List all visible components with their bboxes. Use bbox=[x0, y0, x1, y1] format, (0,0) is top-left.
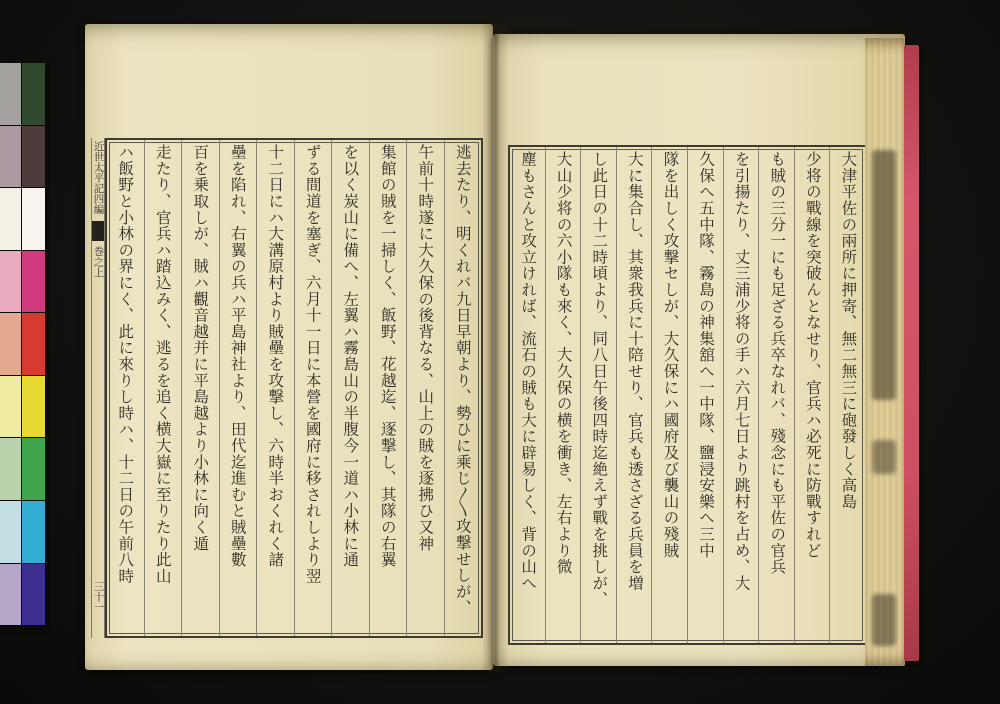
text-column bbox=[651, 147, 687, 643]
ink-smudge bbox=[872, 594, 896, 646]
color-swatch-row bbox=[0, 564, 45, 626]
column-text: し此日の十二時頃より、同八日午後四時迄絶えず戰を挑しが、 bbox=[590, 151, 609, 608]
color-swatch-row bbox=[0, 376, 45, 438]
color-swatch bbox=[0, 501, 21, 563]
column-text: 逃去たり、明くれバ九日早朝より、勢ひに乘じ〳〵攻撃せしが、 bbox=[453, 144, 472, 616]
color-swatch-row bbox=[0, 501, 45, 563]
column-text: 十二日にハ大溝原村より賊壘を攻撃し、六時半おくれく諸 bbox=[266, 144, 285, 568]
color-swatch-row bbox=[0, 126, 45, 188]
text-column bbox=[545, 147, 581, 643]
color-swatch bbox=[0, 313, 21, 375]
left-page bbox=[85, 24, 493, 670]
text-column bbox=[406, 140, 444, 636]
color-swatch bbox=[0, 126, 21, 188]
text-column bbox=[723, 147, 759, 643]
running-title: 近世太平記四編 bbox=[92, 141, 105, 215]
column-text: 大山少将の六小隊も來く、大久保の横を衝き、左右より微 bbox=[554, 151, 573, 575]
color-swatch bbox=[0, 251, 21, 313]
color-swatch bbox=[22, 63, 45, 125]
text-column bbox=[444, 140, 482, 636]
text-column bbox=[794, 147, 830, 643]
right-page bbox=[493, 34, 905, 666]
color-swatch-row bbox=[0, 188, 45, 250]
column-text: も賊の三分一にも足ざる兵卒なれバ、殘念にも平佐の官兵 bbox=[768, 151, 787, 575]
column-text: を以く炭山に備へ、左翼ハ霧島山の半腹今一道ハ小林に通 bbox=[341, 144, 360, 568]
right-page-text-frame bbox=[508, 145, 867, 645]
color-swatch bbox=[22, 564, 45, 626]
text-column bbox=[687, 147, 723, 643]
color-swatch bbox=[0, 438, 21, 500]
color-swatch-row bbox=[0, 63, 45, 125]
color-swatch-row bbox=[0, 313, 45, 375]
column-text: 百を乗取しが、賊ハ觀音越并に平島越より小林に向く遁 bbox=[191, 144, 210, 552]
color-swatch bbox=[22, 438, 45, 500]
left-page-text-frame bbox=[105, 138, 483, 638]
text-column bbox=[256, 140, 294, 636]
color-swatch-row bbox=[0, 251, 45, 313]
book bbox=[85, 24, 919, 672]
text-column bbox=[107, 140, 144, 636]
column-text: 大津平佐の兩所に押寄、無二無三に砲發しく高島 bbox=[839, 151, 858, 510]
column-text: を引揚たり、丈三浦少将の手ハ六月七日より跳村を占め、大 bbox=[732, 151, 751, 592]
text-column bbox=[331, 140, 369, 636]
ink-smudge bbox=[872, 440, 896, 474]
color-swatch bbox=[22, 313, 45, 375]
column-text: 隊を出しく攻撃セしが、大久保にハ國府及び襲山の殘賊 bbox=[661, 151, 680, 559]
color-swatch bbox=[22, 501, 45, 563]
text-column bbox=[580, 147, 616, 643]
color-swatch bbox=[0, 376, 21, 438]
page-number: 三十一 bbox=[92, 580, 105, 612]
color-swatch bbox=[0, 63, 21, 125]
text-column bbox=[369, 140, 407, 636]
column-text: 午前十時遂に大久保の後背なる、山上の賊を逐拂ひ又神 bbox=[416, 144, 435, 552]
left-page-margin-column bbox=[91, 138, 105, 638]
text-column bbox=[758, 147, 794, 643]
color-swatch-row bbox=[0, 438, 45, 500]
ink-smudge bbox=[872, 150, 896, 400]
color-swatch bbox=[22, 251, 45, 313]
red-cover-edge bbox=[904, 45, 919, 661]
color-swatch bbox=[22, 376, 45, 438]
text-column bbox=[616, 147, 652, 643]
text-column bbox=[294, 140, 332, 636]
text-column bbox=[181, 140, 219, 636]
column-text: 走たり、官兵ハ踏込みく、逃るを追く横大嶽に至りたり此山 bbox=[153, 144, 172, 585]
column-text: 集館の賊を一掃しく、飯野、花越迄、逐撃し、其隊の右翼 bbox=[378, 144, 397, 568]
text-column bbox=[510, 147, 545, 643]
text-column bbox=[219, 140, 257, 636]
fore-edge-page-stack bbox=[865, 38, 905, 666]
color-calibration-strip bbox=[0, 63, 45, 625]
color-swatch bbox=[0, 188, 21, 250]
column-text: ずる間道を塞ぎ、六月十一日に本營を國府に移されしより翌 bbox=[303, 144, 322, 585]
column-text: 久保へ五中隊、霧島の神集舘へ一中隊、鹽浸安樂へ三中 bbox=[697, 151, 716, 559]
color-swatch bbox=[22, 126, 45, 188]
column-text: 少将の戰線を突破んとなせり、官兵ハ必死に防戰すれど bbox=[803, 151, 822, 559]
text-column bbox=[829, 147, 865, 643]
text-column bbox=[144, 140, 182, 636]
volume-label: 巻之上 bbox=[92, 245, 105, 277]
column-text: ハ飯野と小林の界にく、此に來りし時ハ、十二日の午前八時 bbox=[116, 144, 135, 585]
column-text: 壘を陷れ、右翼の兵ハ平島神社より、田代迄進むと賊壘數 bbox=[228, 144, 247, 568]
color-swatch bbox=[22, 188, 45, 250]
column-text: 大に集合し、其衆我兵に十陪せり、官兵も透さざる兵員を増 bbox=[625, 151, 644, 592]
column-text: 塵もさんと攻立ければ、流石の賊も大に辟易しく、背の山へ bbox=[519, 151, 538, 592]
color-swatch bbox=[0, 564, 21, 626]
fishtail-tab-marker bbox=[92, 221, 104, 241]
